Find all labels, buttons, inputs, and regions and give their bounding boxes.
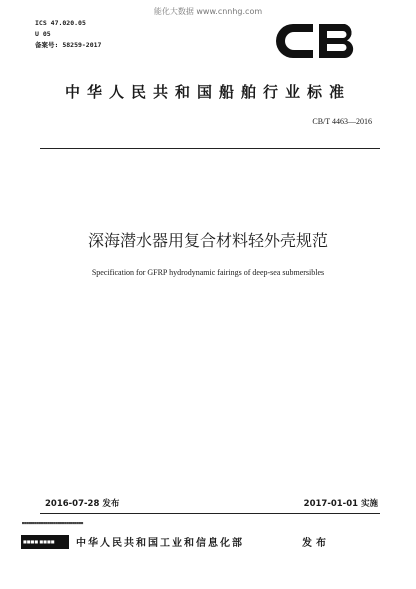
publisher-name: 中华人民共和国工业和信息化部 xyxy=(76,538,244,549)
org-title: 中华人民共和国船舶行业标准 xyxy=(64,83,351,101)
cb-logo-graphic xyxy=(273,21,361,61)
watermark-text: 能化大数据 www.cnnhg.com xyxy=(153,7,263,16)
cb-logo xyxy=(273,21,361,61)
publish-label: 发布 xyxy=(302,538,330,549)
filing-number: 备案号: 58259-2017 xyxy=(35,41,102,49)
ccs-code: U 05 xyxy=(35,30,51,38)
document-title-en: Specification for GFRP hydrodynamic fairings of deep-sea submersibles xyxy=(91,268,325,277)
barcode-text: ■■■■■■■■■■■■■■■■■■■■■■■■■■■■■ xyxy=(22,521,84,525)
redaction-label: ■■■■ ■■■■ xyxy=(23,539,55,544)
document-title-cn: 深海潜水器用复合材料轻外壳规范 xyxy=(87,231,328,250)
standard-number: CB/T 4463—2016 xyxy=(312,117,372,126)
redaction-bar xyxy=(21,535,69,549)
implementation-date: 2017-01-01 实施 xyxy=(303,499,378,509)
ics-code: ICS 47.020.05 xyxy=(35,19,86,27)
footer-divider xyxy=(40,513,380,514)
header-divider xyxy=(40,148,380,149)
issue-date: 2016-07-28 发布 xyxy=(45,499,120,509)
